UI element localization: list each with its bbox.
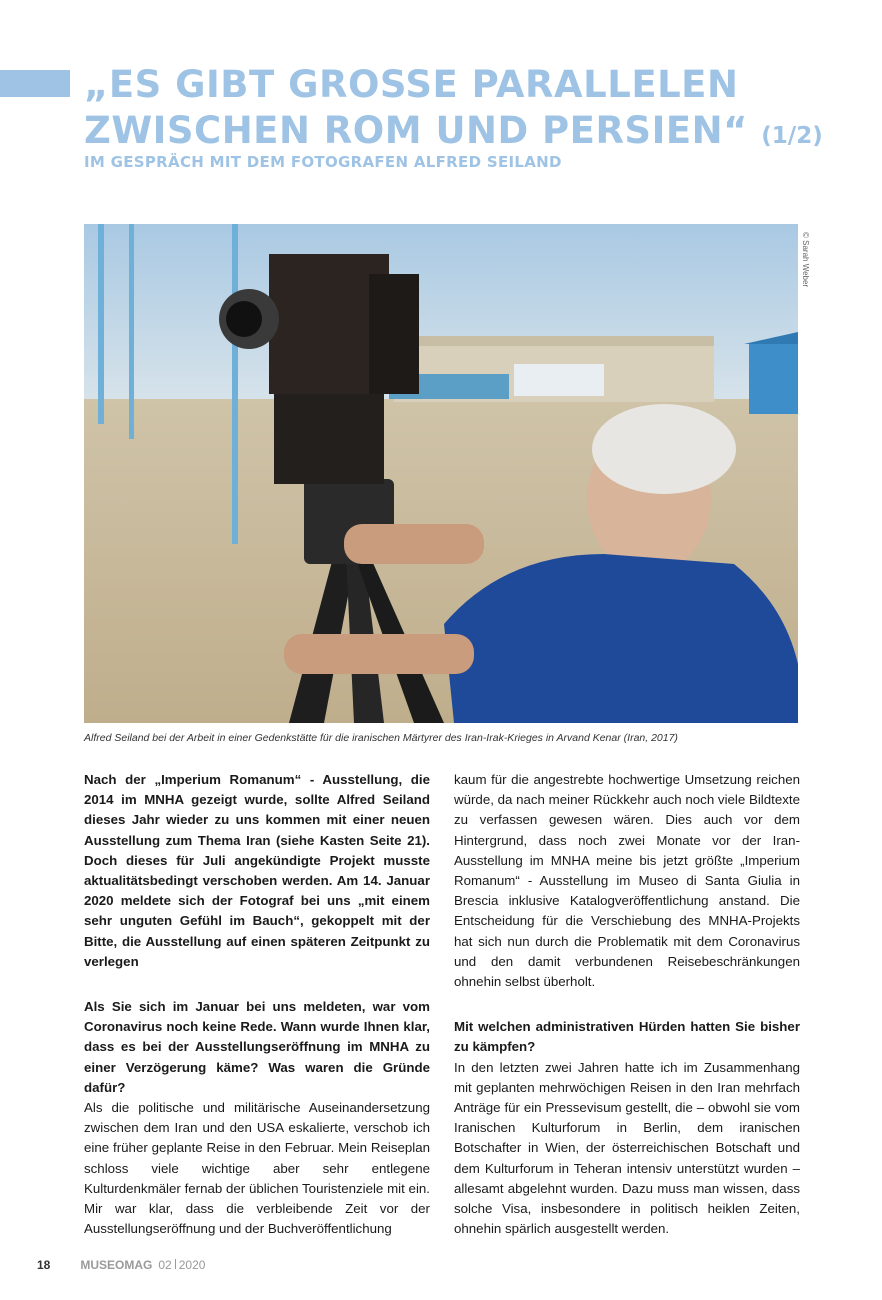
issue-separator bbox=[175, 1259, 176, 1269]
article-photo bbox=[84, 224, 798, 723]
article-column-right bbox=[454, 770, 800, 1239]
article-title bbox=[84, 62, 864, 159]
article-column-left bbox=[84, 770, 430, 1239]
interview-answer-2: In den letzten zwei Jahren hatte ich im Zusammenhang mit geplanten mehrwöchigen Reisen in den Iran mehrfach Anträge für ein Pressevisum gestellt, die – obwohl sie vom Iranischen Kulturforum in Berlin, dem iranischen Botschafter in Wien, der österreichischen Botschaft und dem Kulturforum in Teheran intensiv unterstützt wurden – allesamt abgelehnt wurden. Dazu muss man wissen, dass solche Visa, insbesondere in politisch heiklen Zeiten, ohnehin spärlich ausgestellt werden. bbox=[454, 1059, 800, 1237]
page-number: 18 bbox=[37, 1258, 51, 1272]
interview-answer-1-part-2: kaum für die angestrebte hochwertige Umsetzung reichen würde, da nach meiner Rückkehr auch noch viele Bildtexte zu verfassen gewesen wären. Dies auch vor dem Hintergrund, dass noch zwei Monate vor der Iran-Ausstellung im MNHA meine bis jetzt größte „Imperium Romanum“ - Ausstellung im Museo di Santa Giulia in Brescia inklusive Katalogveröffentlichung anstand. Die Entscheidung für die Verschiebung des MNHA-Projekts hat sich nun durch die Problematik mit dem Coronavirus und den damit verbundenen Reisebeschränkungen ohnehin selbst überholt. bbox=[454, 772, 800, 990]
interview-answer-1-part-1: Als die politische und militärische Auseinandersetzung zwischen dem Iran und den USA eskalierte, verschob ich eine früher geplante Reise in den Februar. Mein Reiseplan schloss viele wichtige aber sehr entlegene Kulturdenkmäler fernab der üblichen Touristenziele mit ein. Mir war klar, dass die verbleibende Zeit vor der Ausstellungseröffnung und der Buchveröffentlichung bbox=[84, 1100, 430, 1237]
issue-number: 02 bbox=[158, 1258, 172, 1272]
photo-blue-building bbox=[749, 344, 798, 414]
interview-question-1: Als Sie sich im Januar bei uns meldeten, war vom Coronavirus noch keine Rede. Wann wurde Ihnen klar, dass es bei der Ausstellungseröffnung im MNHA zu einer Verzögerung käme? Was waren die Gründe dafür? bbox=[84, 999, 430, 1095]
paragraph-gap bbox=[84, 972, 430, 997]
paragraph-gap bbox=[454, 992, 800, 1017]
article-subtitle: IM GESPRÄCH MIT DEM FOTOGRAFEN ALFRED SEILAND bbox=[84, 153, 562, 171]
interview-question-2: Mit welchen administrativen Hürden hatten Sie bisher zu kämpfen? bbox=[454, 1019, 800, 1055]
title-line-1: „ES GIBT GROSSE PARALLELEN bbox=[84, 63, 739, 106]
article-lead: Nach der „Imperium Romanum“ - Ausstellung, die 2014 im MNHA gezeigt wurde, sollte Alfred Seiland dieses Jahr wieder zu uns kommen mit einer neuen Ausstellung zum Thema Iran (siehe Kasten Seite 21). Doch dieses für Juli angekündigte Projekt musste aktualitätsbedingt verschoben werden. Am 14. Januar 2020 meldete sich der Fotograf bei uns „mit einem sehr unguten Gefühl im Bauch“, gekoppelt mit der Bitte, die Ausstellung auf einen späteren Zeitpunkt zu verlegen bbox=[84, 772, 430, 969]
photo-credit-text: © Sarah Weber bbox=[801, 232, 810, 288]
issue-year: 2020 bbox=[178, 1258, 206, 1272]
photo-pole bbox=[98, 224, 104, 424]
page-footer bbox=[37, 1258, 205, 1272]
photo-credit bbox=[800, 232, 812, 302]
title-accent-bar bbox=[0, 70, 70, 97]
title-line-2: ZWISCHEN ROM UND PERSIEN“ bbox=[84, 109, 748, 152]
photo-caption: Alfred Seiland bei der Arbeit in einer Gedenkstätte für die iranischen Märtyrer des Iran-Irak-Krieges in Arvand Kenar (Iran, 2017) bbox=[84, 732, 678, 744]
title-part-indicator: (1/2) bbox=[761, 123, 823, 149]
magazine-name: MUSEOMAG bbox=[80, 1258, 153, 1272]
